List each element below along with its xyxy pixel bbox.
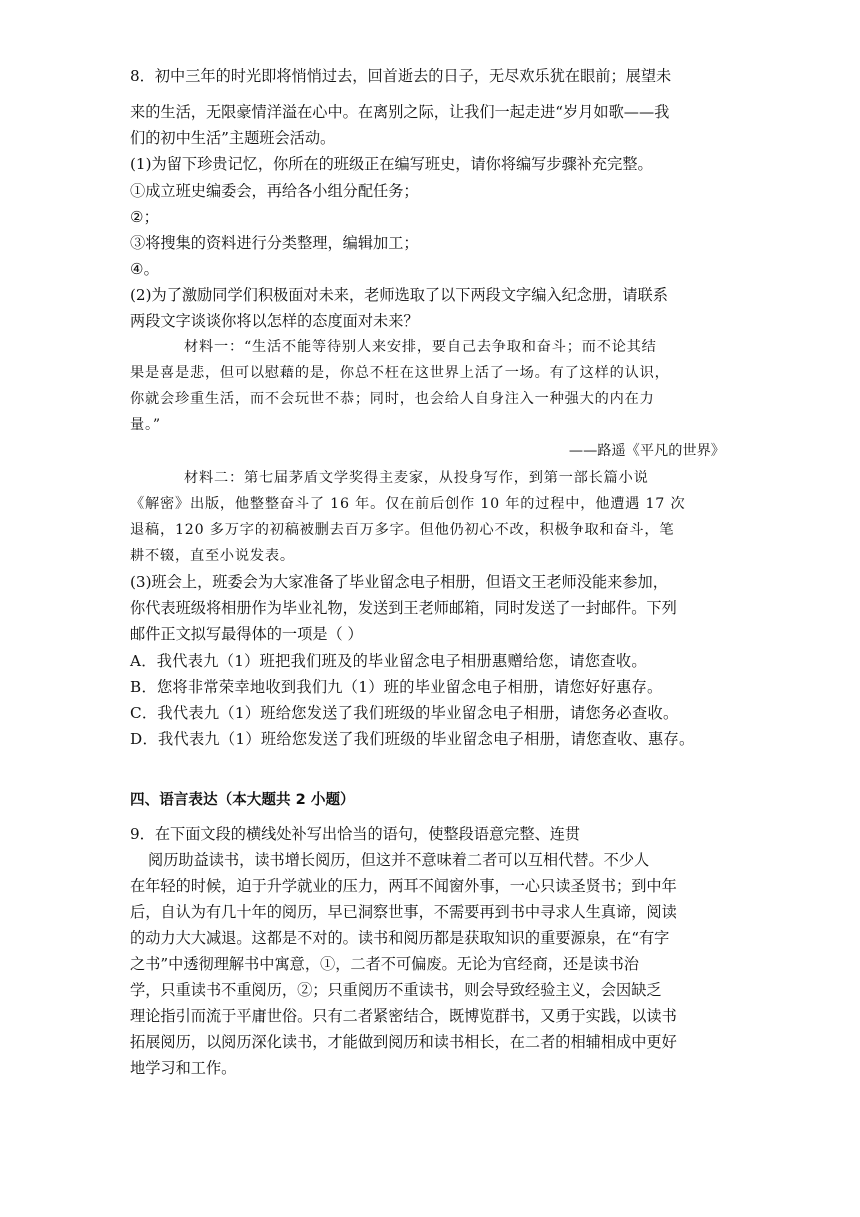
section-heading: 四、语言表达（本大题共 2 小题） [130, 791, 355, 808]
q8-part1-stem: (1)为留下珍贵记忆，你所在的班级正在编写班史，请你将编写步骤补充完整。 [130, 155, 653, 173]
q8-part1-step-2: ②； [130, 208, 159, 226]
q9-passage-line-2: 在年轻的时候，迫于升学就业的压力，两耳不闻窗外事，一心只读圣贤书；到中年 [130, 877, 677, 895]
option-d: D．我代表九（1）班给您发送了我们班级的毕业留念电子相册，请您查收、惠存。 [130, 730, 695, 748]
q9-stem: 9．在下面文段的横线处补写出恰当的语句，使整段语意完整、连贯 [130, 825, 581, 843]
q8-part2-stem-line-1: (2)为了激励同学们积极面对未来，老师选取了以下两段文字编入纪念册，请联系 [130, 286, 668, 304]
q8-part3-stem-line-2: 你代表班级将相册作为毕业礼物，发送到王老师邮箱，同时发送了一封邮件。下列 [130, 599, 677, 617]
material1-line-4: 量。” [130, 417, 161, 433]
material1-line-3: 你就会珍重生活，而不会玩世不恭；同时，也会给人自身注入一种强大的内在力 [130, 391, 655, 407]
q9-passage-line-8: 拓展阅历，以阅历深化读书，才能做到阅历和读书相长，在二者的相辅相成中更好 [130, 1033, 677, 1051]
q8-intro-line-2: 来的生活，无限豪情洋溢在心中。在离别之际，让我们一起走进“岁月如歌——我 [130, 103, 670, 121]
q8-part1-step-4: ④。 [130, 260, 159, 278]
q8-part3-stem-line-1: (3)班会上，班委会为大家准备了毕业留念电子相册，但语文王老师没能来参加， [130, 573, 668, 591]
q9-passage-line-5: 之书”中透彻理解书中寓意，①，二者不可偏废。无论为官经商，还是读书治 [130, 955, 639, 973]
option-c: C．我代表九（1）班给您发送了我们班级的毕业留念电子相册，请您务必查收。 [130, 704, 679, 722]
q9-passage-line-7: 理论指引而流于平庸世俗。只有二者紧密结合，既博览群书，又勇于实践，以读书 [130, 1007, 677, 1025]
q8-part3-stem-line-3: 邮件正文拟写最得体的一项是（ ） [130, 625, 363, 643]
option-b: B．您将非常荣幸地收到我们九（1）班的毕业留念电子相册，请您好好惠存。 [130, 678, 663, 696]
q9-passage-line-1: 阅历助益读书，读书增长阅历，但这并不意味着二者可以互相代替。不少人 [148, 851, 650, 869]
q9-passage-line-3: 后，自认为有几十年的阅历，早已洞察世事，不需要再到书中寻求人生真谛，阅读 [130, 903, 677, 921]
q8-part2-stem-line-2: 两段文字谈谈你将以怎样的态度面对未来？ [130, 312, 419, 330]
material2-line-1: 材料二：第七届茅盾文学奖得主麦家，从投身写作，到第一部长篇小说 [184, 470, 649, 486]
q8-intro-line-3: 们的初中生活”主题班会活动。 [130, 129, 336, 147]
material2-line-3: 退稿，120 多万字的初稿被删去百万多字。但他仍初心不改，积极争取和奋斗，笔 [130, 522, 675, 538]
material1-line-2: 果是喜是悲，但可以慰藉的是，你总不枉在这世界上活了一场。有了这样的认识， [130, 365, 670, 381]
material1-line-1: 材料一：“生活不能等待别人来安排，要自己去争取和奋斗；而不论其结 [184, 339, 657, 355]
q9-passage-line-9: 地学习和工作。 [130, 1059, 237, 1077]
material2-line-2: 《解密》出版，他整整奋斗了 16 年。仅在前后创作 10 年的过程中，他遭遇 17 次 [130, 496, 686, 512]
q9-passage-line-6: 学，只重读书不重阅历，②；只重阅历不重读书，则会导致经验主义，会因缺乏 [130, 981, 662, 999]
q8-part1-step-1: ①成立班史编委会，再给各小组分配任务； [130, 182, 419, 200]
material2-line-4: 耕不辍，直至小说发表。 [130, 548, 295, 564]
option-a: A．我代表九（1）班把我们班及的毕业留念电子相册惠赠给您，请您查收。 [130, 652, 647, 670]
q8-intro-line-1: 8．初中三年的时光即将悄悄过去，回首逝去的日子，无尽欢乐犹在眼前；展望未 [130, 67, 672, 85]
q9-passage-line-4: 的动力大大减退。这都是不对的。读书和阅历都是获取知识的重要源泉，在“有字 [130, 929, 670, 947]
q8-part1-step-3: ③将搜集的资料进行分类整理，编辑加工； [130, 234, 419, 252]
material1-source: ——路遥《平凡的世界》 [568, 443, 725, 459]
